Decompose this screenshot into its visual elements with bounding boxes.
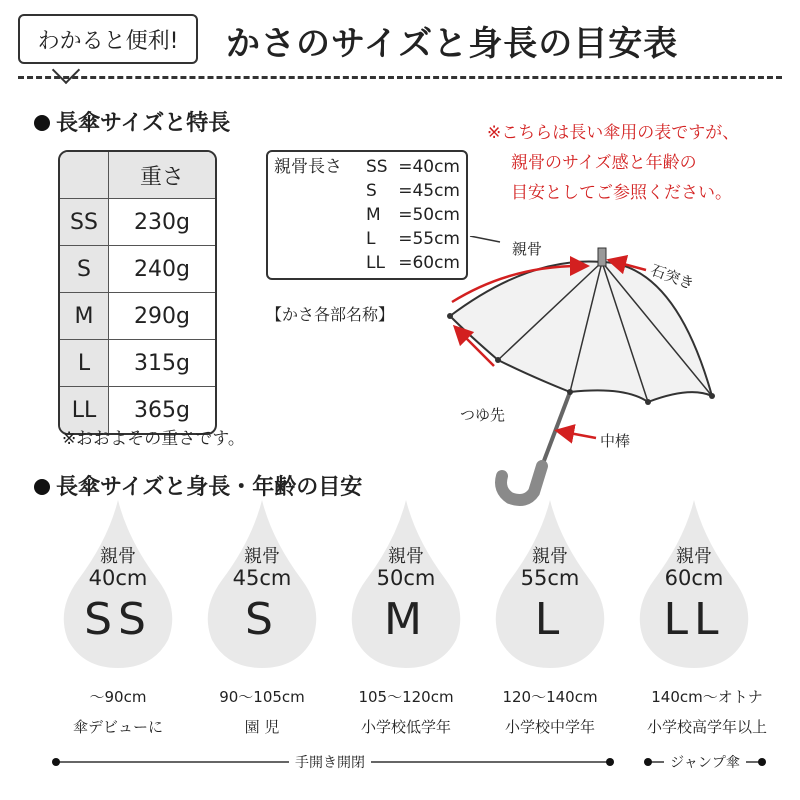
table-row (60, 339, 215, 386)
height-age-column (331, 682, 481, 742)
spec-row (274, 155, 460, 179)
spec-value: =60cm (398, 253, 460, 273)
table-row (60, 245, 215, 292)
age-group: 傘デビューに (72, 718, 163, 736)
height-age-column (43, 682, 193, 742)
weight-note: ※おおよその重さです。 (62, 429, 245, 449)
height-range: 105～120cm (358, 688, 454, 706)
drop-rib-label: 親骨 (100, 546, 136, 567)
spec-size: M (366, 205, 381, 225)
header-divider (18, 76, 782, 79)
spec-size: SS (366, 157, 388, 177)
age-group: 小学校高学年以上 (646, 718, 767, 736)
red-note (487, 118, 739, 208)
spec-value: =55cm (398, 229, 460, 249)
drop-size: SS (84, 594, 152, 645)
size-drop (202, 500, 322, 670)
age-group: 小学校中学年 (504, 718, 595, 736)
size-drop (58, 500, 178, 670)
weight-cell: 365g (109, 386, 215, 433)
spec-size: LL (366, 253, 385, 273)
height-range: 90～105cm (219, 688, 305, 706)
drop-length: 55cm (520, 566, 580, 590)
age-group: 小学校低学年 (360, 718, 451, 736)
drop-rib-label: 親骨 (676, 546, 712, 567)
spec-row (274, 179, 460, 203)
rib-length-label: 親骨長さ (274, 157, 342, 177)
drop-size: LL (663, 594, 725, 645)
red-note-line: 目安としてご参照ください。 (511, 183, 732, 203)
tip-badge: わかると便利! (18, 14, 198, 64)
table-corner-cell (60, 152, 109, 198)
spec-value: =40cm (398, 157, 460, 177)
table-header-row (60, 152, 215, 198)
bullet-icon (34, 479, 50, 495)
manual-open-label: 手開き開閉 (289, 755, 371, 771)
section-title-size-features: 長傘サイズと特長 (34, 106, 230, 137)
label-tip: 石突き (648, 260, 697, 294)
height-range: 140cm～オトナ (651, 688, 763, 706)
drop-rib-label: 親骨 (532, 546, 568, 567)
table-row (60, 198, 215, 245)
spec-row (274, 203, 460, 227)
red-note-line: 親骨のサイズ感と年齢の (511, 153, 697, 173)
drop-rib-label: 親骨 (388, 546, 424, 567)
height-age-column (187, 682, 337, 742)
weight-cell: 290g (109, 292, 215, 339)
size-cell: SS (60, 198, 109, 245)
drop-length: 50cm (376, 566, 436, 590)
label-rib: 親骨 (512, 240, 543, 258)
section-title-height-age: 長傘サイズと身長・年齢の目安 (34, 470, 362, 501)
height-range: ～90cm (89, 688, 147, 706)
table-row (60, 292, 215, 339)
size-cell: L (60, 339, 109, 386)
red-note-line: ※こちらは長い傘用の表ですが、 (487, 123, 740, 143)
spec-size: L (366, 229, 376, 249)
jump-umbrella-label: ジャンプ傘 (664, 755, 746, 771)
height-age-column (622, 682, 792, 742)
drop-size: S (245, 594, 279, 645)
weight-table (58, 150, 217, 435)
drop-length: 60cm (664, 566, 724, 590)
drop-length: 40cm (88, 566, 148, 590)
drop-rib-label: 親骨 (244, 546, 280, 567)
label-shaft: 中棒 (600, 432, 631, 450)
label-runner-end: つゆ先 (460, 406, 506, 424)
size-cell: M (60, 292, 109, 339)
weight-cell: 230g (109, 198, 215, 245)
jump-umbrella-bar-label-wrap (648, 752, 762, 772)
size-cell: S (60, 245, 109, 292)
weight-cell: 315g (109, 339, 215, 386)
size-drop (346, 500, 466, 670)
spec-value: =45cm (398, 181, 460, 201)
drop-size: L (534, 594, 566, 645)
size-drop (634, 500, 754, 670)
manual-open-bar-label-wrap (50, 752, 610, 772)
drop-size: M (384, 594, 428, 645)
height-age-column (475, 682, 625, 742)
spec-value: =50cm (398, 205, 460, 225)
weight-cell: 240g (109, 245, 215, 292)
height-range: 120～140cm (502, 688, 598, 706)
drop-length: 45cm (232, 566, 292, 590)
age-group: 園 児 (244, 718, 280, 736)
weight-header: 重さ (109, 152, 215, 198)
size-cell: LL (60, 386, 109, 433)
size-drop (490, 500, 610, 670)
page-title: かさのサイズと身長の目安表 (226, 24, 679, 64)
spec-size: S (366, 181, 377, 201)
parts-title: 【かさ各部名称】 (266, 305, 395, 324)
bullet-icon (34, 115, 50, 131)
